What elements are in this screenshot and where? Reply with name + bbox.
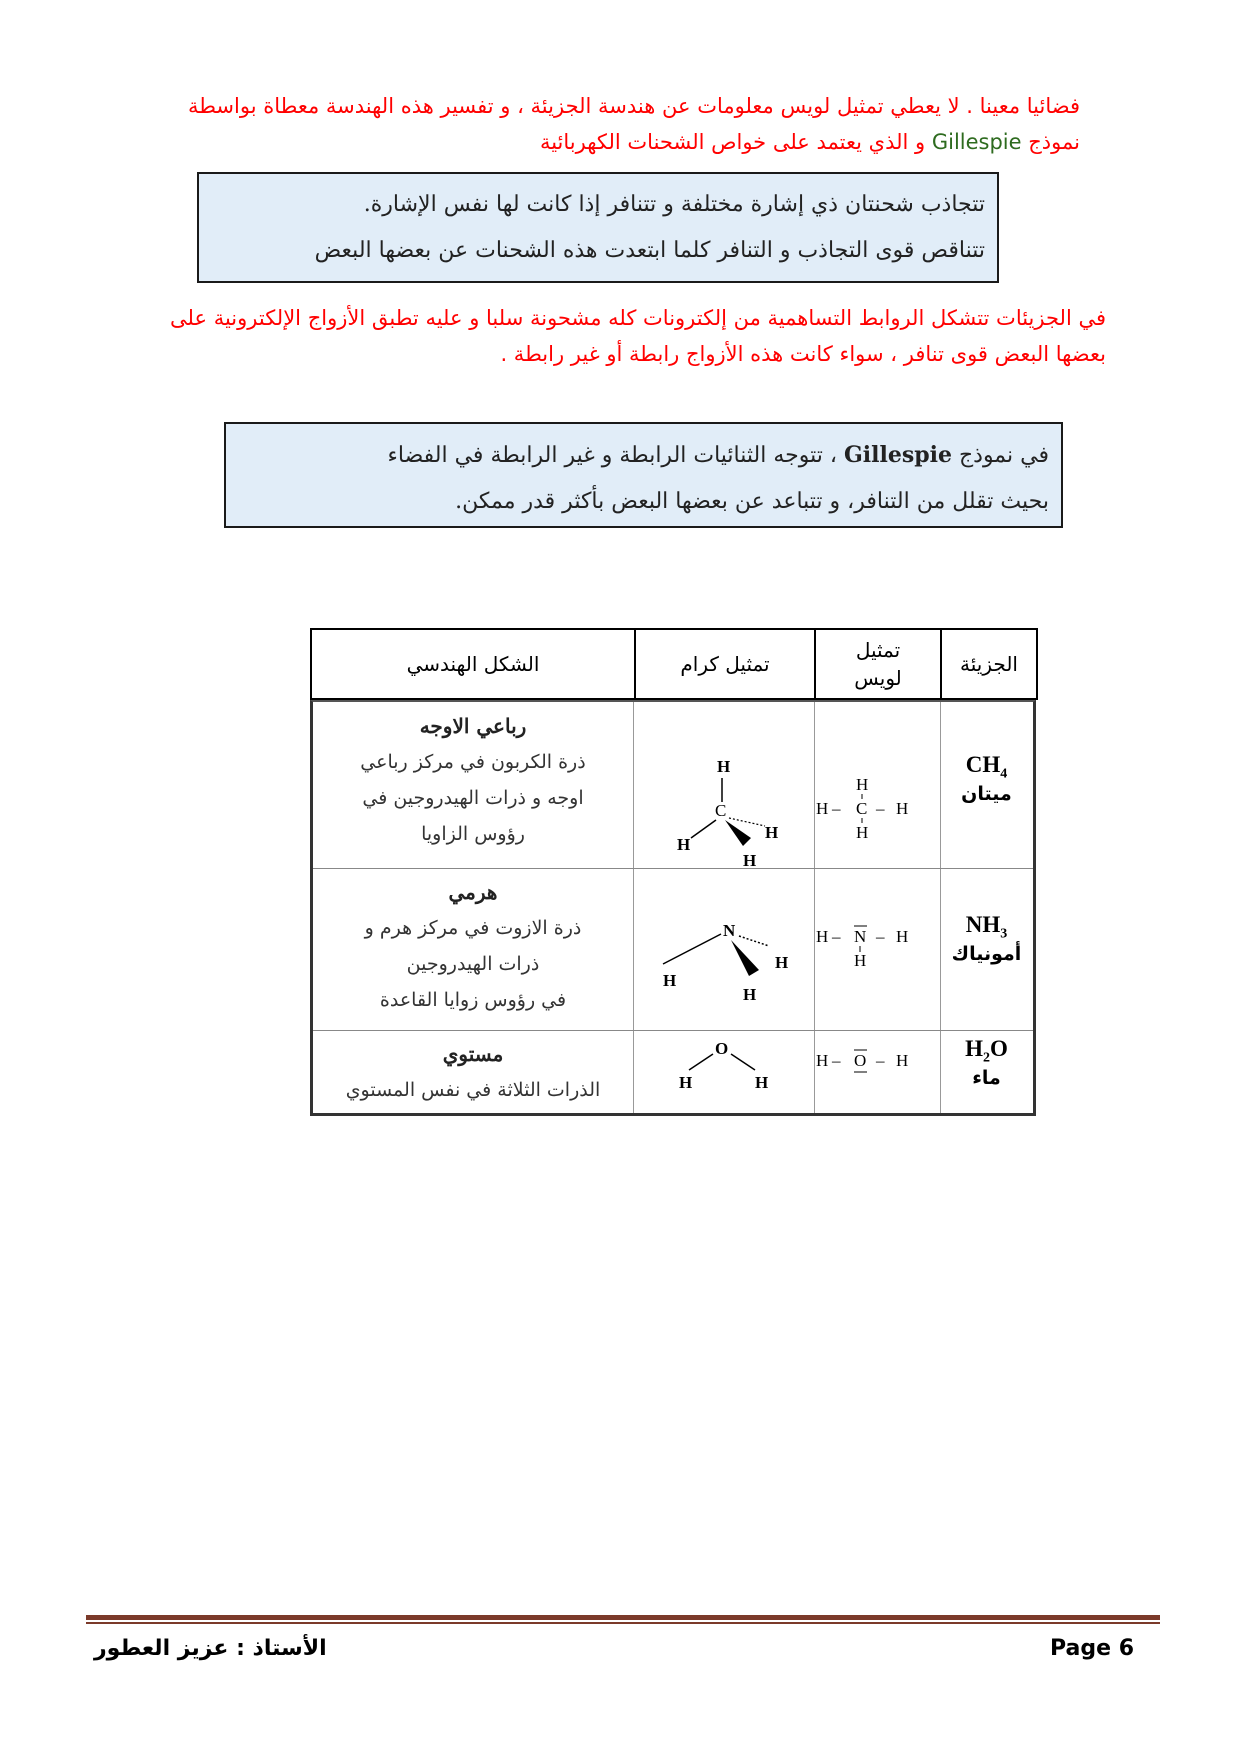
svg-text:–: – <box>876 799 885 818</box>
coulomb-law-line-1: تتجاذب شحنتان ذي إشارة مختلفة و تتنافر إذا كانت لها نفس الإشارة. <box>363 192 985 217</box>
lewis-cell <box>814 702 940 868</box>
gillespie-box-model-name: Gillespie <box>843 442 952 468</box>
molecule-formula <box>940 752 1033 783</box>
lewis-atom: H <box>896 1051 909 1070</box>
lewis-cell <box>814 868 940 1030</box>
nh3-pyramidal-model <box>633 868 814 1030</box>
shape-cell <box>313 702 633 868</box>
lewis-atom: H <box>854 951 867 970</box>
molecules-table-header <box>310 628 1038 700</box>
lewis-atom: H <box>896 927 909 946</box>
formula-tail: O <box>990 1036 1008 1061</box>
header-shape: الشكل الهندسي <box>406 652 540 676</box>
shape-description-line: الذرات الثلاثة في نفس المستوي <box>345 1079 601 1101</box>
shape-description-line: ذرة الازوت في مركز هرم و <box>364 917 582 939</box>
ball-model-cell <box>633 1030 814 1116</box>
model-atom-label: O <box>715 1039 729 1058</box>
ch4-lewis-structure <box>814 702 940 868</box>
molecule-name: ميتان <box>961 782 1012 805</box>
nh3-lewis-structure <box>814 868 940 1030</box>
molecule-cell <box>940 868 1033 1030</box>
svg-text:–: – <box>832 799 841 818</box>
lewis-atom: C <box>856 799 868 818</box>
shape-cell <box>313 1030 633 1116</box>
shape-description-line: في رؤوس زوايا القاعدة <box>379 989 567 1011</box>
intro-line-2 <box>90 124 1080 160</box>
h2o-planar-model <box>633 1030 814 1116</box>
molecule-cell <box>940 1030 1033 1116</box>
footer-page-number: Page 6 <box>1050 1636 1135 1661</box>
svg-text:–: – <box>832 1051 841 1070</box>
lewis-atom: O <box>854 1051 867 1070</box>
intro-line-1: فضائيا معينا . لا يعطي تمثيل لويس معلومات عن هندسة الجزيئة ، و تفسير هذه الهندسة معطاة بواسطة <box>187 94 1080 118</box>
shape-description-line: رؤوس الزاويا <box>421 823 525 845</box>
repulsion-line-1: في الجزيئات تتشكل الروابط التساهمية من إلكترونات كله مشحونة سلبا و عليه تطبق الأزواج الإلكترونية على <box>170 306 1106 330</box>
header-ball-model: تمثيل كرام <box>634 630 814 698</box>
shape-description-line: اوجه و ذرات الهيدروجين في <box>362 787 584 809</box>
footer-rule-thin <box>86 1622 1160 1624</box>
gillespie-model-box <box>224 422 1063 528</box>
header-lewis-line-2: لويس <box>854 666 902 690</box>
model-atom-label: H <box>679 1073 693 1092</box>
model-atom-label: C <box>715 801 727 820</box>
shape-description-line: ذرات الهيدروجين <box>406 953 540 975</box>
header-lewis-line-1: تمثيل <box>855 638 901 662</box>
lewis-atom: H <box>896 799 909 818</box>
molecule-name: ماء <box>972 1066 1001 1089</box>
formula-main: H <box>965 1036 983 1061</box>
molecule-cell <box>940 702 1033 868</box>
gillespie-model-name: Gillespie <box>931 130 1022 154</box>
molecule-name: أمونياك <box>951 942 1022 965</box>
model-atom-label: H <box>765 823 779 842</box>
lewis-atom: H <box>816 927 829 946</box>
coulomb-law-box <box>197 172 999 283</box>
model-atom-label: H <box>775 953 789 972</box>
svg-text:–: – <box>876 1051 885 1070</box>
header-lewis <box>814 630 940 698</box>
model-atom-label: H <box>677 835 691 854</box>
lewis-atom: H <box>816 799 829 818</box>
model-atom-label: H <box>743 851 757 868</box>
model-atom-label: H <box>663 971 677 990</box>
lewis-cell <box>814 1030 940 1116</box>
table-row-nh3 <box>313 868 1033 1031</box>
model-atom-label: H <box>755 1073 769 1092</box>
formula-main: CH <box>965 752 1001 777</box>
shape-description-line: ذرة الكربون في مركز رباعي <box>360 751 586 773</box>
repulsion-line-2: بعضها البعض قوى تنافر ، سواء كانت هذه الأزواج رابطة أو غير رابطة . <box>500 342 1106 366</box>
svg-text:–: – <box>832 927 841 946</box>
coulomb-law-line-2: تتناقص قوى التجاذب و التنافر كلما ابتعدت هذه الشحنات عن بعضها البعض <box>314 238 985 263</box>
shape-title: رباعي الاوجه <box>419 714 527 738</box>
shape-title: هرمي <box>448 880 498 904</box>
shape-cell <box>313 868 633 1030</box>
intro-line-2-end: و الذي يعتمد على خواص الشحنات الكهربائية <box>539 130 932 154</box>
formula-subscript: 4 <box>1000 766 1008 782</box>
lewis-atom: H <box>816 1051 829 1070</box>
molecules-table-body <box>310 700 1036 1116</box>
formula-main: NH <box>965 912 1001 937</box>
ball-model-cell <box>633 702 814 868</box>
footer-rule <box>86 1615 1160 1620</box>
footer-author: الأستاذ : عزيز العطور <box>94 1636 327 1661</box>
ball-model-cell <box>633 868 814 1030</box>
formula-subscript: 2 <box>983 1050 990 1066</box>
model-atom-label: N <box>723 921 736 940</box>
formula-subscript: 3 <box>1000 926 1008 942</box>
header-molecule: الجزيئة <box>940 630 1036 698</box>
ch4-tetrahedral-model <box>633 702 814 868</box>
gillespie-box-line-1-start: في نموذج <box>951 443 1049 468</box>
gillespie-box-line-1 <box>238 432 1049 479</box>
intro-paragraph <box>90 88 1080 160</box>
model-atom-label: H <box>717 757 731 776</box>
intro-line-2-start: نموذج <box>1021 130 1080 154</box>
table-row-h2o <box>313 1030 1033 1116</box>
model-atom-label: H <box>743 985 757 1004</box>
svg-text:–: – <box>876 927 885 946</box>
gillespie-box-line-1-end: ، تتوجه الثنائيات الرابطة و غير الرابطة في الفضاء <box>387 443 844 468</box>
gillespie-box-line-2: بحيث تقلل من التنافر، و تتباعد عن بعضها البعض بأكثر قدر ممكن. <box>455 489 1049 514</box>
h2o-lewis-structure <box>814 1030 940 1116</box>
lewis-atom: H <box>856 823 869 842</box>
lewis-atom: H <box>856 775 869 794</box>
table-row-ch4 <box>313 702 1033 869</box>
shape-title: مستوي <box>442 1042 504 1066</box>
repulsion-paragraph <box>90 300 1106 372</box>
molecule-formula <box>940 1036 1033 1067</box>
molecule-formula <box>940 912 1033 943</box>
lewis-atom: N <box>854 927 867 946</box>
